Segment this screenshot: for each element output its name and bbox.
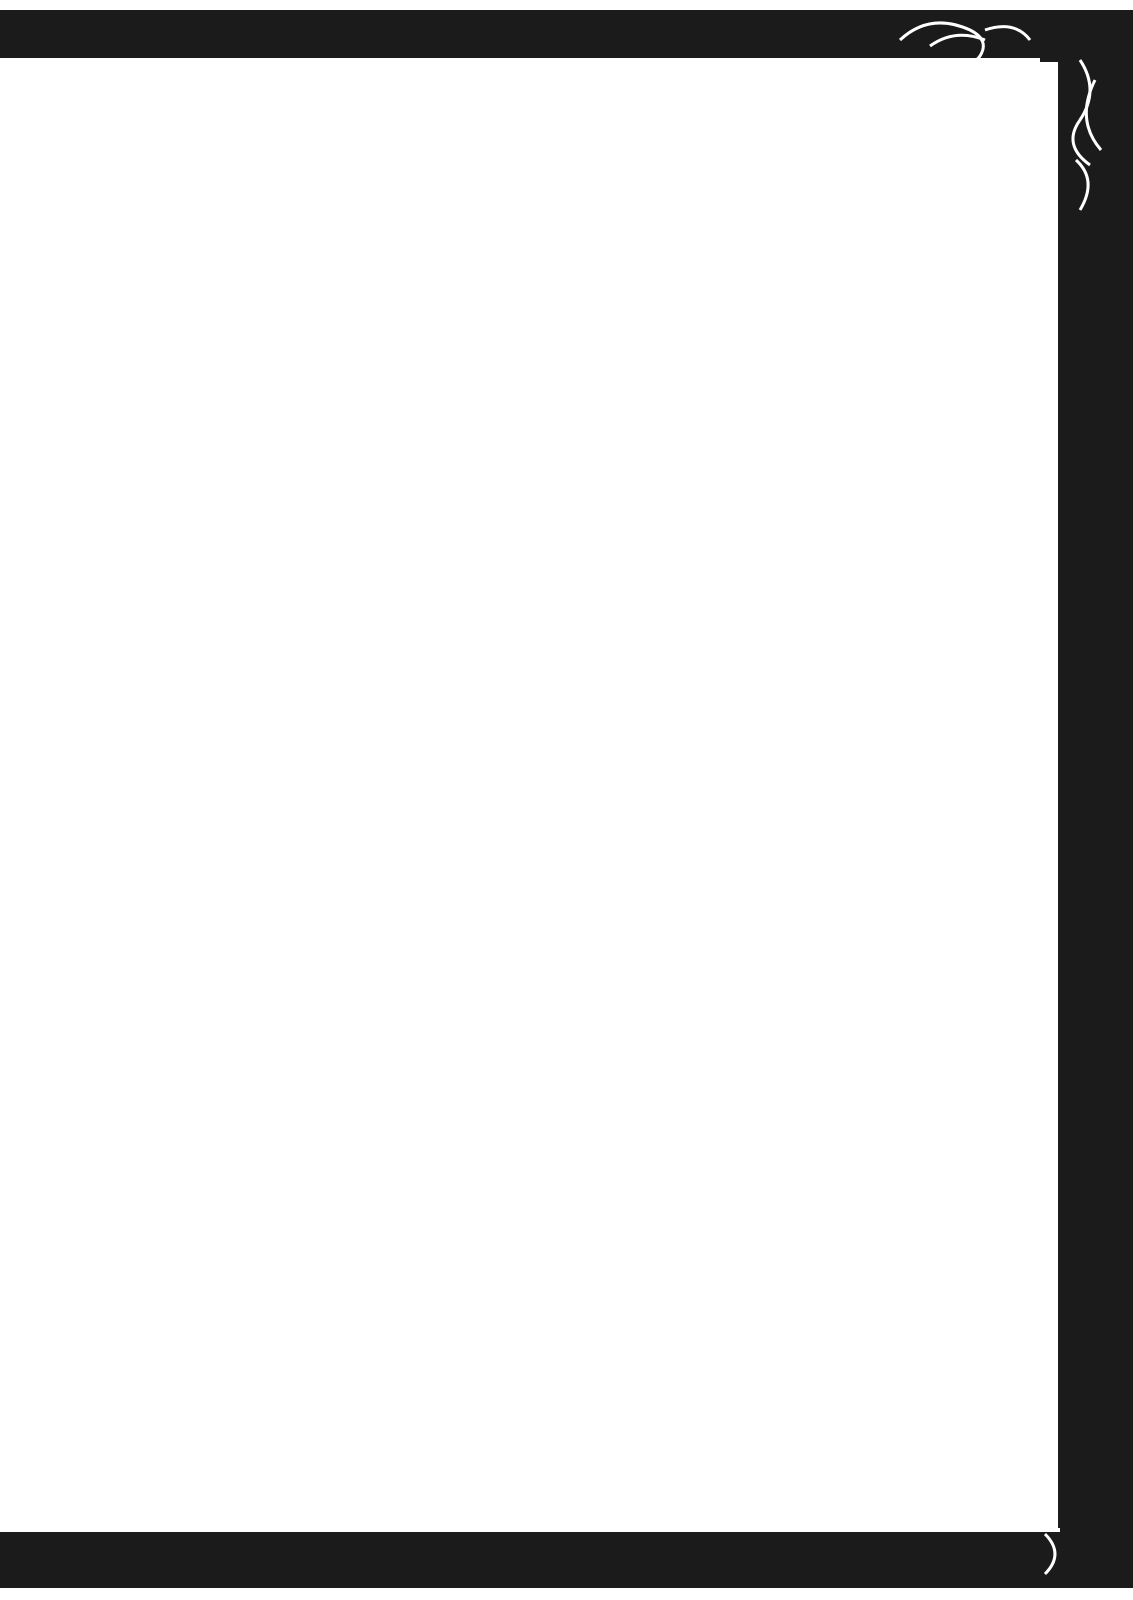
frame-right-border [1040, 40, 1133, 1540]
frame-top-border [0, 10, 1133, 72]
frame-bottom-border [0, 1520, 1133, 1600]
